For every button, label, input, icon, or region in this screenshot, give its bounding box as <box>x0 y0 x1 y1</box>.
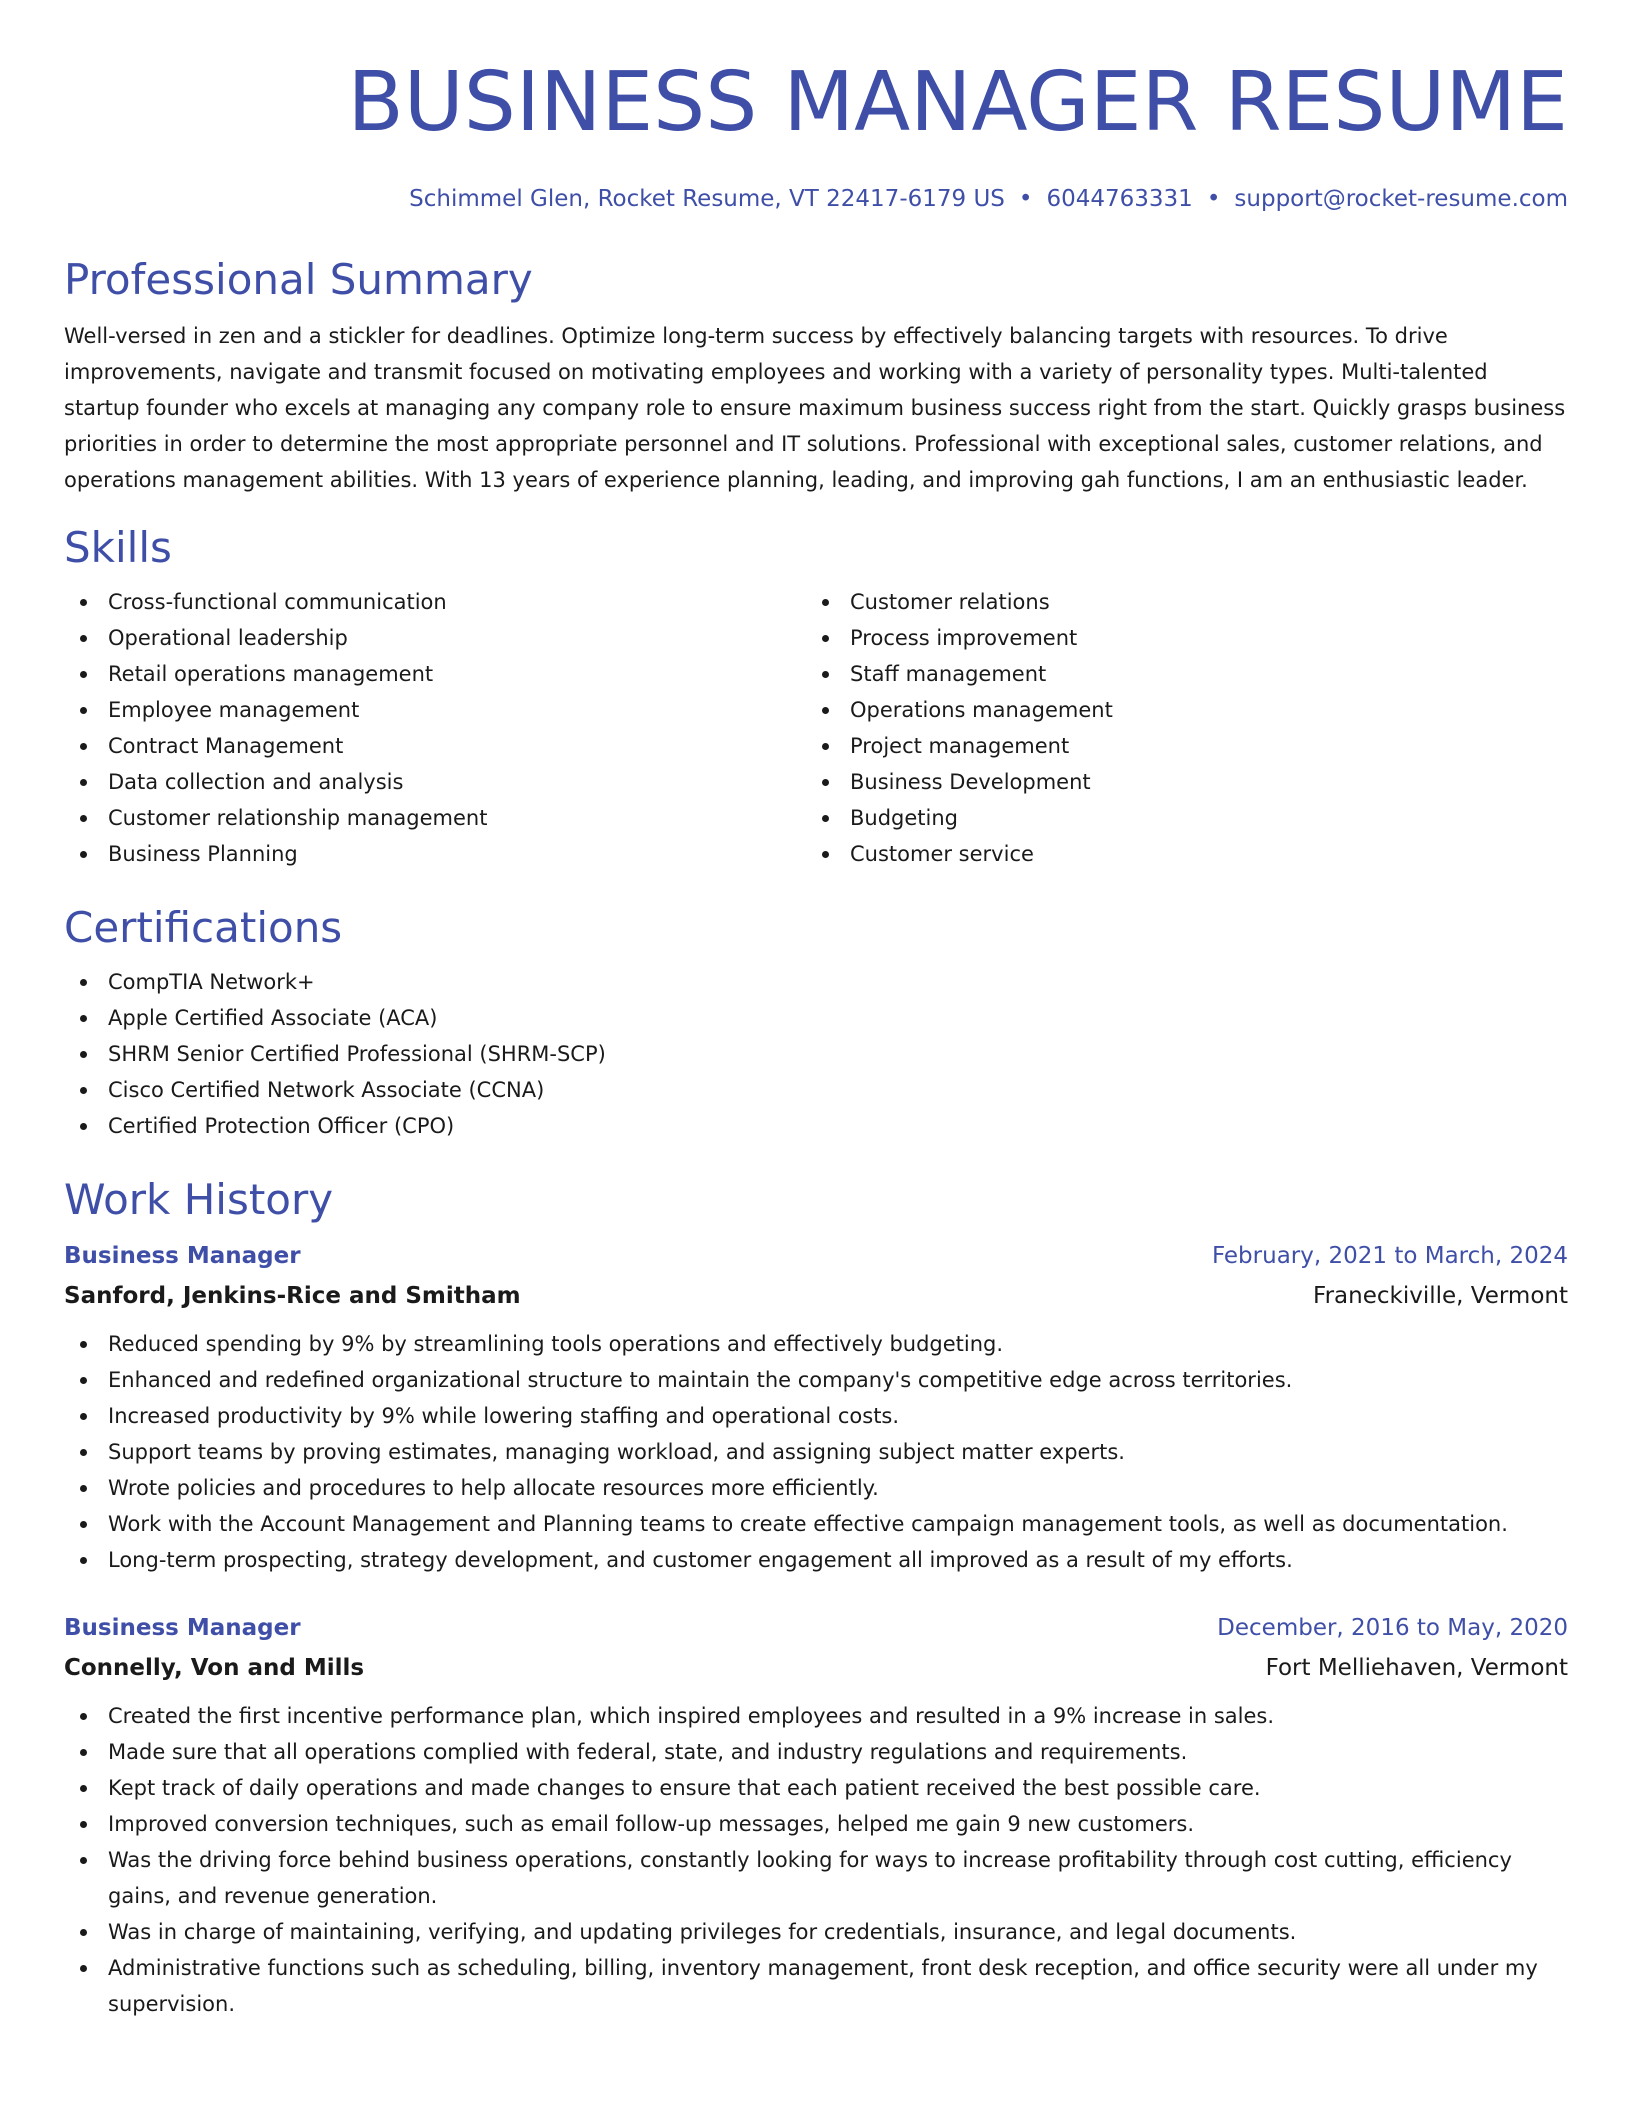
list-item: Customer relations <box>806 584 1548 620</box>
job-company: Sanford, Jenkins-Rice and Smitham <box>64 1283 521 1309</box>
contact-separator: • <box>1018 186 1033 212</box>
job-company: Connelly, Von and Mills <box>64 1655 365 1681</box>
skills-heading: Skills <box>64 523 172 572</box>
certifications-heading: Certifications <box>64 903 343 952</box>
skills-section <box>64 520 1568 872</box>
list-item: Budgeting <box>806 800 1548 836</box>
job-company-row <box>64 1276 1568 1316</box>
list-item: Wrote policies and procedures to help allocate resources more efficiently. <box>64 1470 1568 1506</box>
list-item: Business Planning <box>64 836 806 872</box>
job-bullet-list <box>64 1698 1568 2022</box>
list-item: Administrative functions such as scheduling, billing, inventory management, front desk reception, and office security were all under my supervision. <box>64 1950 1568 2022</box>
list-item: Reduced spending by 9% by streamlining tools operations and effectively budgeting. <box>64 1326 1568 1362</box>
job-title: Business Manager <box>64 1615 301 1641</box>
list-item: Long-term prospecting, strategy development, and customer engagement all improved as a result of my efforts. <box>64 1542 1568 1578</box>
list-item: Business Development <box>806 764 1548 800</box>
contact-address: Schimmel Glen, Rocket Resume, VT 22417-6179 US <box>409 186 1005 212</box>
resume-title: BUSINESS MANAGER RESUME <box>347 55 1568 150</box>
job-company-row <box>64 1648 1568 1688</box>
list-item: Made sure that all operations complied with federal, state, and industry regulations and requirements. <box>64 1734 1568 1770</box>
list-item: Project management <box>806 728 1548 764</box>
skills-list-right <box>806 584 1548 872</box>
contact-separator: • <box>1206 186 1221 212</box>
skills-columns <box>64 584 1568 872</box>
job-title-row <box>64 1608 1568 1648</box>
list-item: CompTIA Network+ <box>64 964 1568 1000</box>
list-item: Staff management <box>806 656 1548 692</box>
job-bullet-list <box>64 1326 1568 1578</box>
list-item: Data collection and analysis <box>64 764 806 800</box>
list-item: Work with the Account Management and Planning teams to create effective campaign management tools, as well as documentation. <box>64 1506 1568 1542</box>
list-item: Cisco Certified Network Associate (CCNA) <box>64 1072 1568 1108</box>
work-history-section <box>64 1172 1568 2022</box>
job-title-row <box>64 1236 1568 1276</box>
list-item: Retail operations management <box>64 656 806 692</box>
professional-summary-section <box>64 252 1568 498</box>
list-item: Cross-functional communication <box>64 584 806 620</box>
list-item: Kept track of daily operations and made changes to ensure that each patient received the best possible care. <box>64 1770 1568 1806</box>
list-item: Certified Protection Officer (CPO) <box>64 1108 1568 1144</box>
list-item: Operations management <box>806 692 1548 728</box>
list-item: Support teams by proving estimates, managing workload, and assigning subject matter experts. <box>64 1434 1568 1470</box>
job-list <box>64 1236 1568 2022</box>
job-dates: February, 2021 to March, 2024 <box>1211 1243 1568 1269</box>
resume-page <box>64 48 1568 2022</box>
list-item: Improved conversion techniques, such as email follow-up messages, helped me gain 9 new customers. <box>64 1806 1568 1842</box>
certifications-section <box>64 900 1568 1144</box>
certifications-list <box>64 964 1568 1144</box>
list-item: Customer service <box>806 836 1548 872</box>
job-entry <box>64 1608 1568 2022</box>
list-item: Apple Certified Associate (ACA) <box>64 1000 1568 1036</box>
contact-phone: 6044763331 <box>1046 186 1193 212</box>
contact-email: support@rocket-resume.com <box>1234 186 1568 212</box>
summary-heading: Professional Summary <box>64 255 533 304</box>
list-item: Operational leadership <box>64 620 806 656</box>
list-item: Created the first incentive performance plan, which inspired employees and resulted in a 9% increase in sales. <box>64 1698 1568 1734</box>
work-history-heading: Work History <box>64 1175 334 1224</box>
job-entry <box>64 1236 1568 1578</box>
contact-line <box>64 182 1568 216</box>
skills-list-left <box>64 584 806 872</box>
list-item: Contract Management <box>64 728 806 764</box>
list-item: Was the driving force behind business operations, constantly looking for ways to increase profitability through cost cutting, efficiency gains, and revenue generation. <box>64 1842 1568 1914</box>
job-location: Franeckiville, Vermont <box>1313 1283 1568 1309</box>
list-item: Employee management <box>64 692 806 728</box>
job-location: Fort Melliehaven, Vermont <box>1265 1655 1568 1681</box>
list-item: Enhanced and redefined organizational structure to maintain the company's competitive edge across territories. <box>64 1362 1568 1398</box>
job-title: Business Manager <box>64 1243 301 1269</box>
list-item: Customer relationship management <box>64 800 806 836</box>
list-item: Process improvement <box>806 620 1548 656</box>
list-item: SHRM Senior Certified Professional (SHRM-SCP) <box>64 1036 1568 1072</box>
summary-text: Well-versed in zen and a stickler for deadlines. Optimize long-term success by effectively balancing targets with resources. To drive improvements, navigate and transmit focused on motivating employees and working with a variety of personality types. Multi-talented startup founder who excels at managing any company role to ensure maximum business success right from the start. Quickly grasps business priorities in order to determine the most appropriate personnel and IT solutions. Professional with exceptional sales, customer relations, and operations management abilities. With 13 years of experience planning, leading, and improving gah functions, I am an enthusiastic leader. <box>64 324 1566 492</box>
list-item: Increased productivity by 9% while lowering staffing and operational costs. <box>64 1398 1568 1434</box>
list-item: Was in charge of maintaining, verifying, and updating privileges for credentials, insurance, and legal documents. <box>64 1914 1568 1950</box>
job-dates: December, 2016 to May, 2020 <box>1217 1615 1568 1641</box>
